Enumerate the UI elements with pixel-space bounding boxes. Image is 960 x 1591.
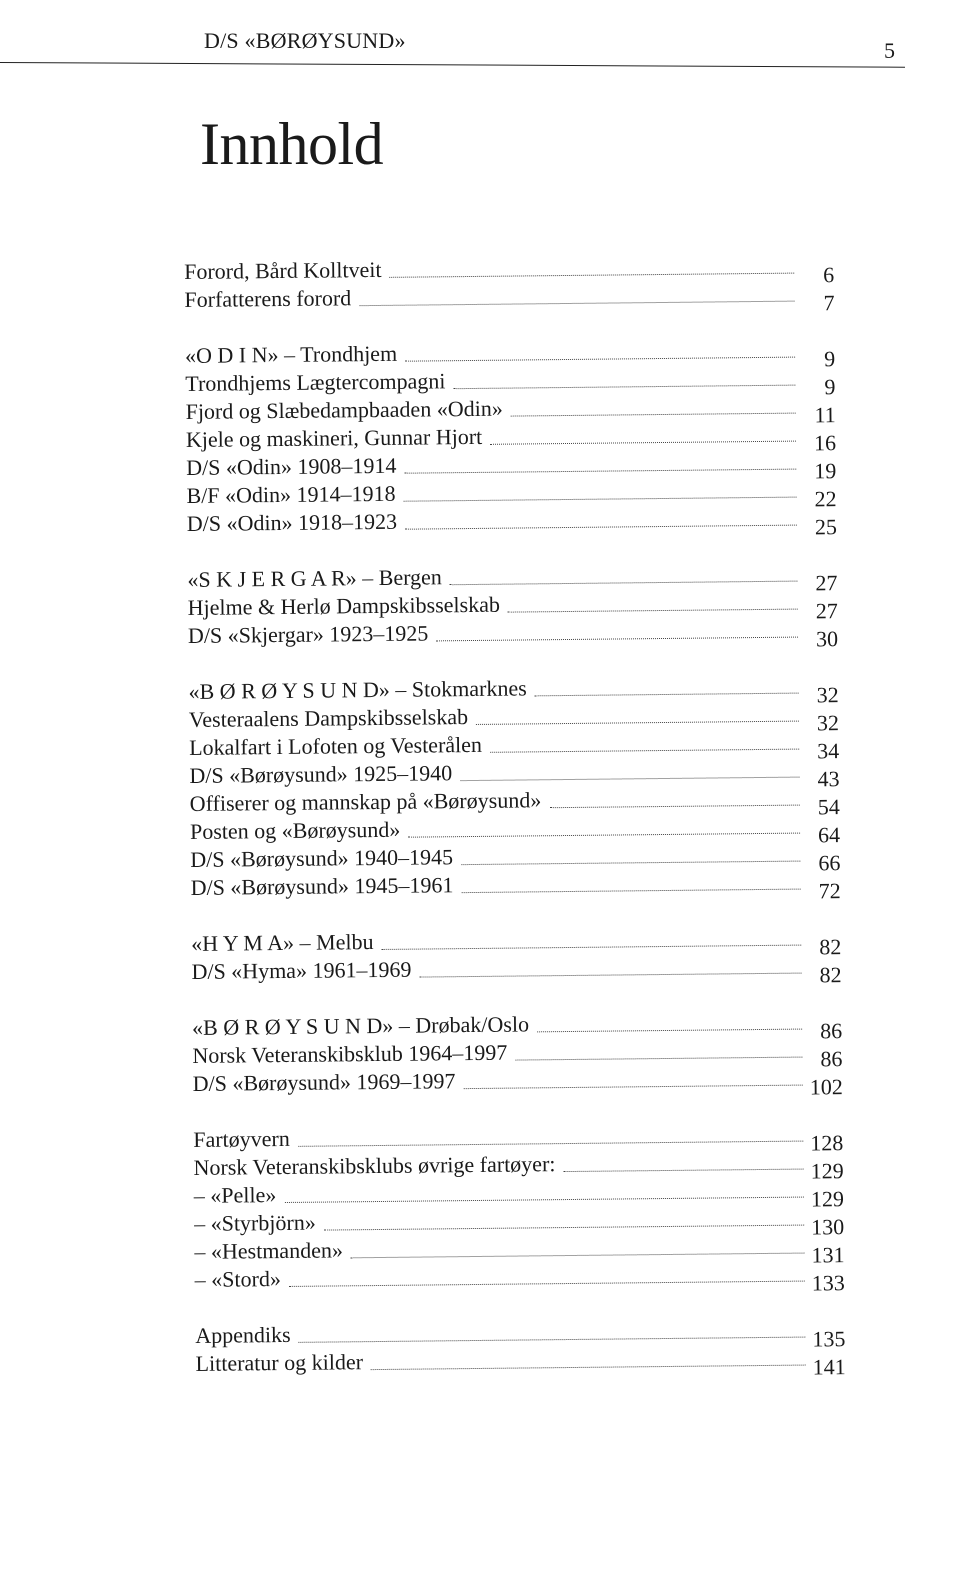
toc-entry-page: 7 xyxy=(823,290,835,316)
dot-leader xyxy=(405,356,795,362)
dot-leader xyxy=(408,832,800,838)
toc-entry-label: «B Ø R Ø Y S U N D» – Drøbak/Oslo xyxy=(191,1011,530,1040)
toc-entry-label: Norsk Veteranskibsklubs øvrige fartøyer: xyxy=(193,1151,556,1180)
toc-entry-page: 102 xyxy=(809,1074,843,1100)
toc-entry-label: D/S «Børøysund» 1945–1961 xyxy=(190,872,454,900)
dot-leader xyxy=(549,804,799,809)
toc-entry-page: 27 xyxy=(815,570,838,596)
toc-section xyxy=(187,557,839,652)
toc-entry-label: Norsk Veteranskibsklub 1964–1997 xyxy=(192,1039,508,1068)
toc-section xyxy=(191,921,842,988)
page-number: 5 xyxy=(884,38,895,63)
toc-entry-page: 22 xyxy=(814,486,837,512)
toc-entry-page: 32 xyxy=(816,710,840,736)
toc-entry-label: D/S «Skjergar» 1923–1925 xyxy=(187,620,429,648)
toc-entry-label: Appendiks xyxy=(195,1321,291,1348)
toc-section xyxy=(184,333,838,540)
toc-entry xyxy=(195,1341,846,1380)
toc-entry-page: 72 xyxy=(818,878,841,904)
toc-entry-label: – «Pelle» xyxy=(193,1182,277,1208)
dot-leader xyxy=(460,776,799,782)
dot-leader xyxy=(461,860,800,866)
dot-leader xyxy=(405,468,797,474)
toc-entry-label: Kjele og maskineri, Gunnar Hjort xyxy=(185,423,483,452)
toc-entry-page: 129 xyxy=(810,1186,845,1212)
toc-entry-label: Posten og «Børøysund» xyxy=(189,816,401,844)
dot-leader xyxy=(537,1028,802,1033)
toc-entry-label: – «Hestmanden» xyxy=(194,1237,344,1264)
toc-entry-page: 64 xyxy=(817,822,841,848)
toc-entry-label: «H Y M A» – Melbu xyxy=(191,929,374,956)
toc-entry-label: Offiserer og mannskap på «Børøysund» xyxy=(189,787,542,816)
toc-entry-label: B/F «Odin» 1914–1918 xyxy=(186,480,396,508)
toc-entry-page: 86 xyxy=(820,1018,843,1044)
toc-entry-label: Forfatterens forord xyxy=(184,285,352,312)
toc-entry-label: Litteratur og kilder xyxy=(195,1349,364,1376)
dot-leader xyxy=(420,972,802,978)
toc-entry-page: 32 xyxy=(816,682,839,708)
toc-entry-page: 27 xyxy=(815,598,838,624)
toc-entry-page: 11 xyxy=(814,402,836,428)
dot-leader xyxy=(382,944,802,950)
dot-leader xyxy=(490,748,799,753)
toc-section xyxy=(195,1313,846,1380)
toc-entry-page: 9 xyxy=(824,374,836,400)
toc-entry-label: «S K J E R G A R» – Bergen xyxy=(187,564,442,592)
toc-entry-page: 82 xyxy=(819,934,842,960)
toc-entry-page: 86 xyxy=(820,1046,843,1072)
toc-entry-label: «B Ø R Ø Y S U N D» – Stokmarknes xyxy=(188,675,527,704)
toc-entry-page: 16 xyxy=(813,430,837,456)
dot-leader xyxy=(390,272,795,278)
dot-leader xyxy=(461,888,800,894)
dot-leader xyxy=(535,692,799,697)
toc-entry-label: – «Styrbjörn» xyxy=(194,1209,316,1236)
toc-section xyxy=(193,1117,845,1296)
toc-entry-page: 141 xyxy=(812,1354,846,1380)
toc-entry-label: D/S «Odin» 1908–1914 xyxy=(186,452,397,480)
toc-entry-label: Fjord og Slæbedampbaaden «Odin» xyxy=(185,395,503,424)
dot-leader xyxy=(371,1364,806,1371)
toc-entry-page: 128 xyxy=(810,1130,844,1156)
toc-entry-label: Trondhjems Lægtercompagni xyxy=(185,368,446,396)
table-of-contents xyxy=(184,249,846,1404)
toc-entry-label: D/S «Børøysund» 1969–1997 xyxy=(192,1068,456,1096)
toc-entry-page: 130 xyxy=(811,1214,845,1240)
toc-entry-page: 30 xyxy=(815,626,839,652)
dot-leader xyxy=(404,496,797,502)
toc-entry-label: Forord, Bård Kolltveit xyxy=(184,256,382,284)
dot-leader xyxy=(289,1280,805,1287)
dot-leader xyxy=(508,608,798,613)
toc-section xyxy=(188,669,841,904)
toc-entry-label: D/S «Hyma» 1961–1969 xyxy=(191,956,412,984)
dot-leader xyxy=(359,300,794,307)
toc-section xyxy=(191,1005,843,1100)
toc-entry-label: Lokalfart i Lofoten og Vesterålen xyxy=(189,731,483,760)
toc-entry-label: Vesteraalens Dampskibsselskab xyxy=(188,704,469,732)
toc-entry-page: 9 xyxy=(823,346,836,372)
dot-leader xyxy=(476,720,799,725)
toc-entry-page: 34 xyxy=(817,738,840,764)
toc-entry-page: 66 xyxy=(818,850,841,876)
toc-entry-label: D/S «Børøysund» 1940–1945 xyxy=(190,844,454,872)
dot-leader xyxy=(490,440,796,445)
dot-leader xyxy=(563,1168,803,1173)
dot-leader xyxy=(450,580,798,586)
toc-entry-label: D/S «Odin» 1918–1923 xyxy=(186,508,398,536)
dot-leader xyxy=(515,1056,802,1061)
dot-leader xyxy=(454,384,796,390)
header-rule xyxy=(0,62,905,68)
toc-entry-page: 133 xyxy=(811,1270,845,1296)
toc-entry-page: 82 xyxy=(819,962,842,988)
dot-leader xyxy=(511,412,796,417)
toc-entry-page: 43 xyxy=(817,766,840,792)
toc-entry-page: 129 xyxy=(810,1158,844,1184)
toc-section xyxy=(184,249,835,316)
dot-leader xyxy=(405,524,797,530)
toc-entry-page: 19 xyxy=(814,458,837,484)
toc-entry-page: 135 xyxy=(812,1326,846,1352)
toc-entry-page: 131 xyxy=(811,1242,845,1268)
toc-entry-label: – «Stord» xyxy=(194,1266,282,1292)
toc-entry-page: 6 xyxy=(823,262,835,288)
toc-entry-label: «O D I N» – Trondhjem xyxy=(184,340,398,368)
dot-leader xyxy=(436,636,798,642)
page-title: Innhold xyxy=(200,111,384,177)
toc-entry-page: 54 xyxy=(817,794,840,820)
toc-entry-label: D/S «Børøysund» 1925–1940 xyxy=(189,760,453,788)
toc-entry-label: Hjelme & Herlø Dampskibsselskab xyxy=(187,591,501,620)
toc-entry-label: Fartøyvern xyxy=(193,1125,290,1152)
toc-entry-page: 25 xyxy=(814,514,838,540)
dot-leader xyxy=(464,1084,803,1090)
running-header: D/S «BØRØYSUND» xyxy=(204,28,406,53)
